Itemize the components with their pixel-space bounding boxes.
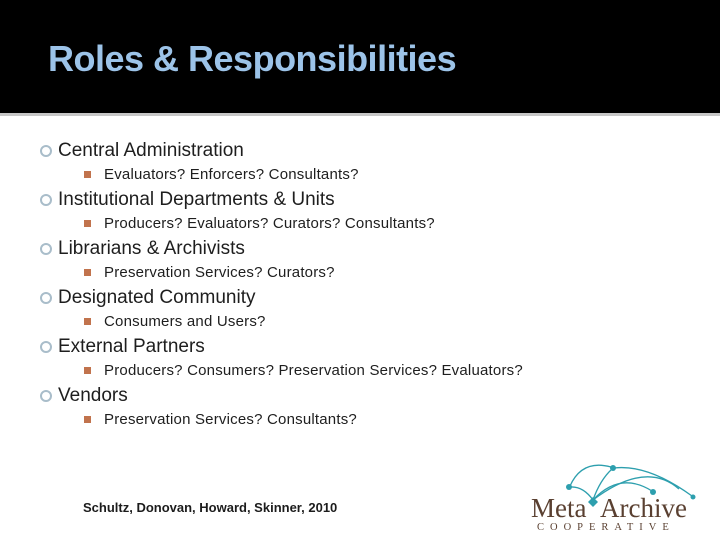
bullet-label: Designated Community	[58, 287, 256, 308]
circle-bullet-icon	[40, 292, 52, 304]
bullet-list	[0, 116, 720, 433]
sub-bullet-item	[0, 314, 720, 330]
logo-word-meta: Meta	[531, 493, 587, 523]
circle-bullet-icon	[40, 243, 52, 255]
circle-bullet-icon	[40, 194, 52, 206]
sub-bullet-label: Producers? Evaluators? Curators? Consultants?	[104, 215, 435, 232]
sub-bullet-item	[0, 216, 720, 232]
bullet-item	[0, 335, 720, 358]
bullet-label: Institutional Departments & Units	[58, 189, 335, 210]
bullet-item	[0, 384, 720, 407]
logo-word-archive: Archive	[600, 493, 687, 523]
square-bullet-icon	[84, 269, 91, 276]
circle-bullet-icon	[40, 390, 52, 402]
sub-bullet-item	[0, 265, 720, 281]
bullet-label: Librarians & Archivists	[58, 238, 245, 259]
bullet-label: External Partners	[58, 336, 205, 357]
bullet-item	[0, 286, 720, 309]
citation-text: Schultz, Donovan, Howard, Skinner, 2010	[83, 500, 338, 515]
sub-bullet-label: Preservation Services? Consultants?	[104, 411, 357, 428]
slide-title: Roles & Responsibilities	[48, 38, 457, 79]
square-bullet-icon	[84, 416, 91, 423]
sub-bullet-item	[0, 167, 720, 183]
logo-diamond-node-icon	[588, 497, 598, 507]
sub-bullet-label: Preservation Services? Curators?	[104, 264, 335, 281]
sub-bullet-label: Consumers and Users?	[104, 313, 266, 330]
sub-bullet-label: Evaluators? Enforcers? Consultants?	[104, 166, 359, 183]
bullet-item	[0, 188, 720, 211]
bullet-item	[0, 139, 720, 162]
circle-bullet-icon	[40, 145, 52, 157]
sub-bullet-item	[0, 412, 720, 428]
square-bullet-icon	[84, 220, 91, 227]
sub-bullet-label: Producers? Consumers? Preservation Services? Evaluators?	[104, 362, 523, 379]
title-banner	[0, 0, 720, 116]
bullet-label: Central Administration	[58, 140, 244, 161]
bullet-item	[0, 237, 720, 260]
metaarchive-logo	[528, 456, 720, 538]
square-bullet-icon	[84, 367, 91, 374]
sub-bullet-item	[0, 363, 720, 379]
logo-tagline: COOPERATIVE	[537, 522, 675, 533]
bullet-label: Vendors	[58, 385, 128, 406]
square-bullet-icon	[84, 171, 91, 178]
square-bullet-icon	[84, 318, 91, 325]
circle-bullet-icon	[40, 341, 52, 353]
